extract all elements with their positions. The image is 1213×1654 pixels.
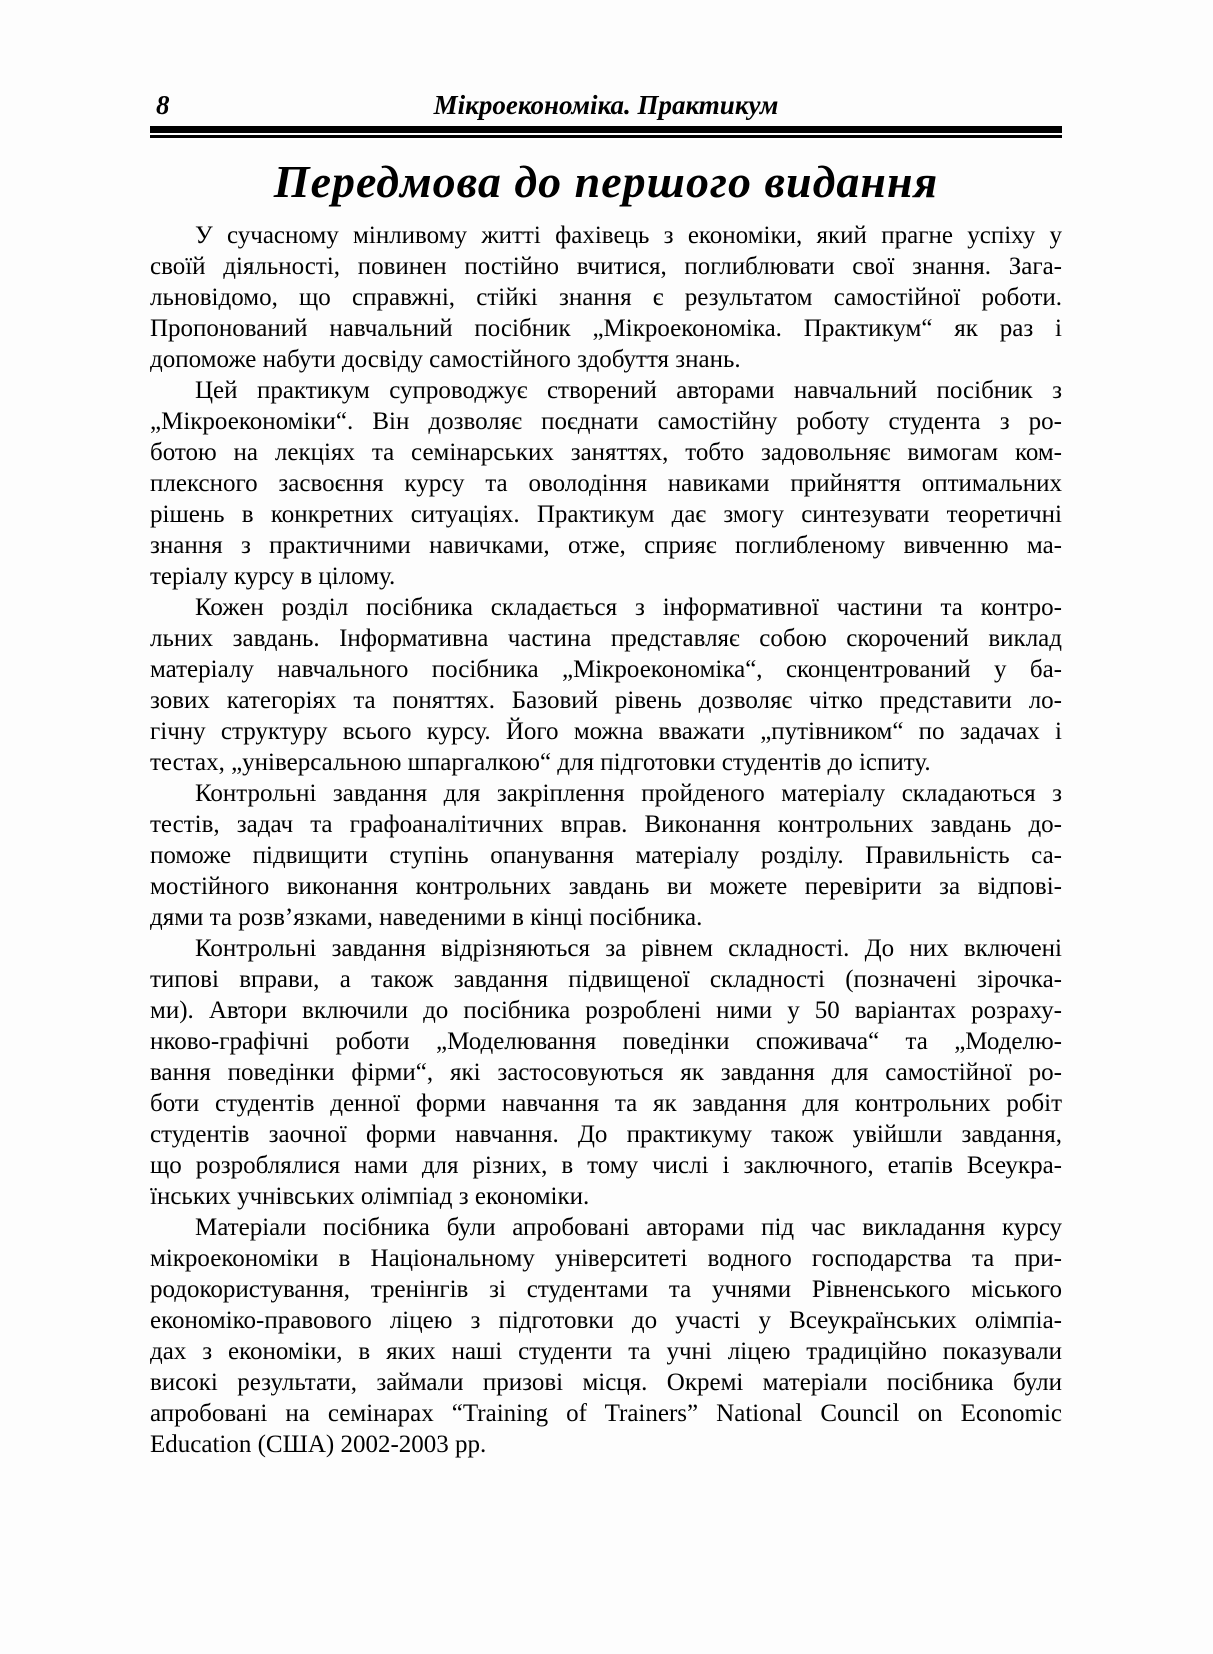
text-line: „Мікроекономіки“. Він дозволяє поєднати самостійну роботу студента з ро- xyxy=(150,408,1062,435)
text-line: зових категоріях та поняттях. Базовий рівень дозволяє чітко представити ло- xyxy=(150,687,1062,714)
text-line: плексного засвоєння курсу та оволодіння навиками прийняття оптимальних xyxy=(150,470,1062,497)
text-line: знання з практичними навичками, отже, сприяє поглибленому вивченню ма- xyxy=(150,532,1062,559)
text-line: ми). Автори включили до посібника розроблені ними у 50 варіантах розраху- xyxy=(150,997,1062,1024)
text-line: Пропонований навчальний посібник „Мікроекономіка. Практикум“ як раз і xyxy=(150,315,1062,342)
text-line: поможе підвищити ступінь опанування матеріалу розділу. Правильність са- xyxy=(150,842,1062,869)
text-line: нково-графічні роботи „Моделювання поведінки споживача“ та „Моделю- xyxy=(150,1028,1062,1055)
running-title: Мікроекономіка. Практикум xyxy=(433,90,779,120)
text-line: гічну структуру всього курсу. Його можна вважати „путівником“ по задачах і xyxy=(150,718,1062,745)
text-block xyxy=(150,90,1062,1460)
text-line: боти студентів денної форми навчання та як завдання для контрольних робіт xyxy=(150,1090,1062,1117)
text-line: теріалу курсу в цілому. xyxy=(150,563,396,590)
body-text xyxy=(150,220,1062,1460)
text-line: економіко-правового ліцею з підготовки до участі у Всеукраїнських олімпіа- xyxy=(150,1307,1062,1334)
text-line: що розроблялися нами для різних, в тому числі і заключного, етапів Всеукра- xyxy=(150,1152,1062,1179)
chapter-title: Передмова до першого видання xyxy=(273,156,939,207)
page-number: 8 xyxy=(156,90,170,120)
text-line: Education (США) 2002-2003 рр. xyxy=(150,1431,487,1458)
page-header xyxy=(150,90,1062,124)
text-line: вання поведінки фірми“, які застосовуються як завдання для самостійної ро- xyxy=(150,1059,1062,1086)
text-line: льних завдань. Інформативна частина представляє собою скорочений виклад xyxy=(150,625,1062,652)
text-line: дах з економіки, в яких наші студенти та учні ліцею традиційно показували xyxy=(150,1338,1062,1365)
text-line: мостійного виконання контрольних завдань ви можете перевірити за відпові- xyxy=(150,873,1062,900)
text-line: їнських учнівських олімпіад з економіки. xyxy=(150,1183,590,1210)
text-line: У сучасному мінливому житті фахівець з економіки, який прагне успіху у xyxy=(195,222,1062,249)
text-line: Контрольні завдання відрізняються за рівнем складності. До них включені xyxy=(195,935,1062,962)
text-line: тестах, „універсальною шпаргалкою“ для підготовки студентів до іспиту. xyxy=(150,749,931,776)
text-line: студентів заочної форми навчання. До практикуму також увійшли завдання, xyxy=(150,1121,1062,1148)
text-line: родокористування, тренінгів зі студентами та учнями Рівненського міського xyxy=(150,1276,1062,1303)
text-line: мікроекономіки в Національному університеті водного господарства та при- xyxy=(150,1245,1062,1272)
text-line: Матеріали посібника були апробовані авторами під час викладання курсу xyxy=(195,1214,1062,1241)
text-line: матеріалу навчального посібника „Мікроекономіка“, сконцентрований у ба- xyxy=(150,656,1062,683)
header-rule xyxy=(150,126,1062,138)
text-line: своїй діяльності, повинен постійно вчитися, поглиблювати свої знання. Зага- xyxy=(150,253,1062,280)
text-line: Контрольні завдання для закріплення пройденого матеріалу складаються з xyxy=(195,780,1062,807)
text-line: Кожен розділ посібника складається з інформативної частини та контро- xyxy=(195,594,1062,621)
text-line: Цей практикум супроводжує створений авторами навчальний посібник з xyxy=(195,377,1062,404)
text-line: тестів, задач та графоаналітичних вправ. Виконання контрольних завдань до- xyxy=(150,811,1062,838)
text-line: ботою на лекціях та семінарських заняттях, тобто задовольняє вимогам ком- xyxy=(150,439,1062,466)
text-line: рішень в конкретних ситуаціях. Практикум дає змогу синтезувати теоретичні xyxy=(150,501,1062,528)
text-line: допоможе набути досвіду самостійного здобуття знань. xyxy=(150,346,741,373)
text-line: апробовані на семінарах “Training of Trainers” National Council on Economic xyxy=(150,1400,1062,1427)
text-line: типові вправи, а також завдання підвищеної складності (позначені зірочка- xyxy=(150,966,1062,993)
text-line: дями та розв’язками, наведеними в кінці посібника. xyxy=(150,904,703,931)
text-line: високі результати, займали призові місця. Окремі матеріали посібника були xyxy=(150,1369,1062,1396)
text-line: льновідомо, що справжні, стійкі знання є результатом самостійної роботи. xyxy=(150,284,1062,311)
